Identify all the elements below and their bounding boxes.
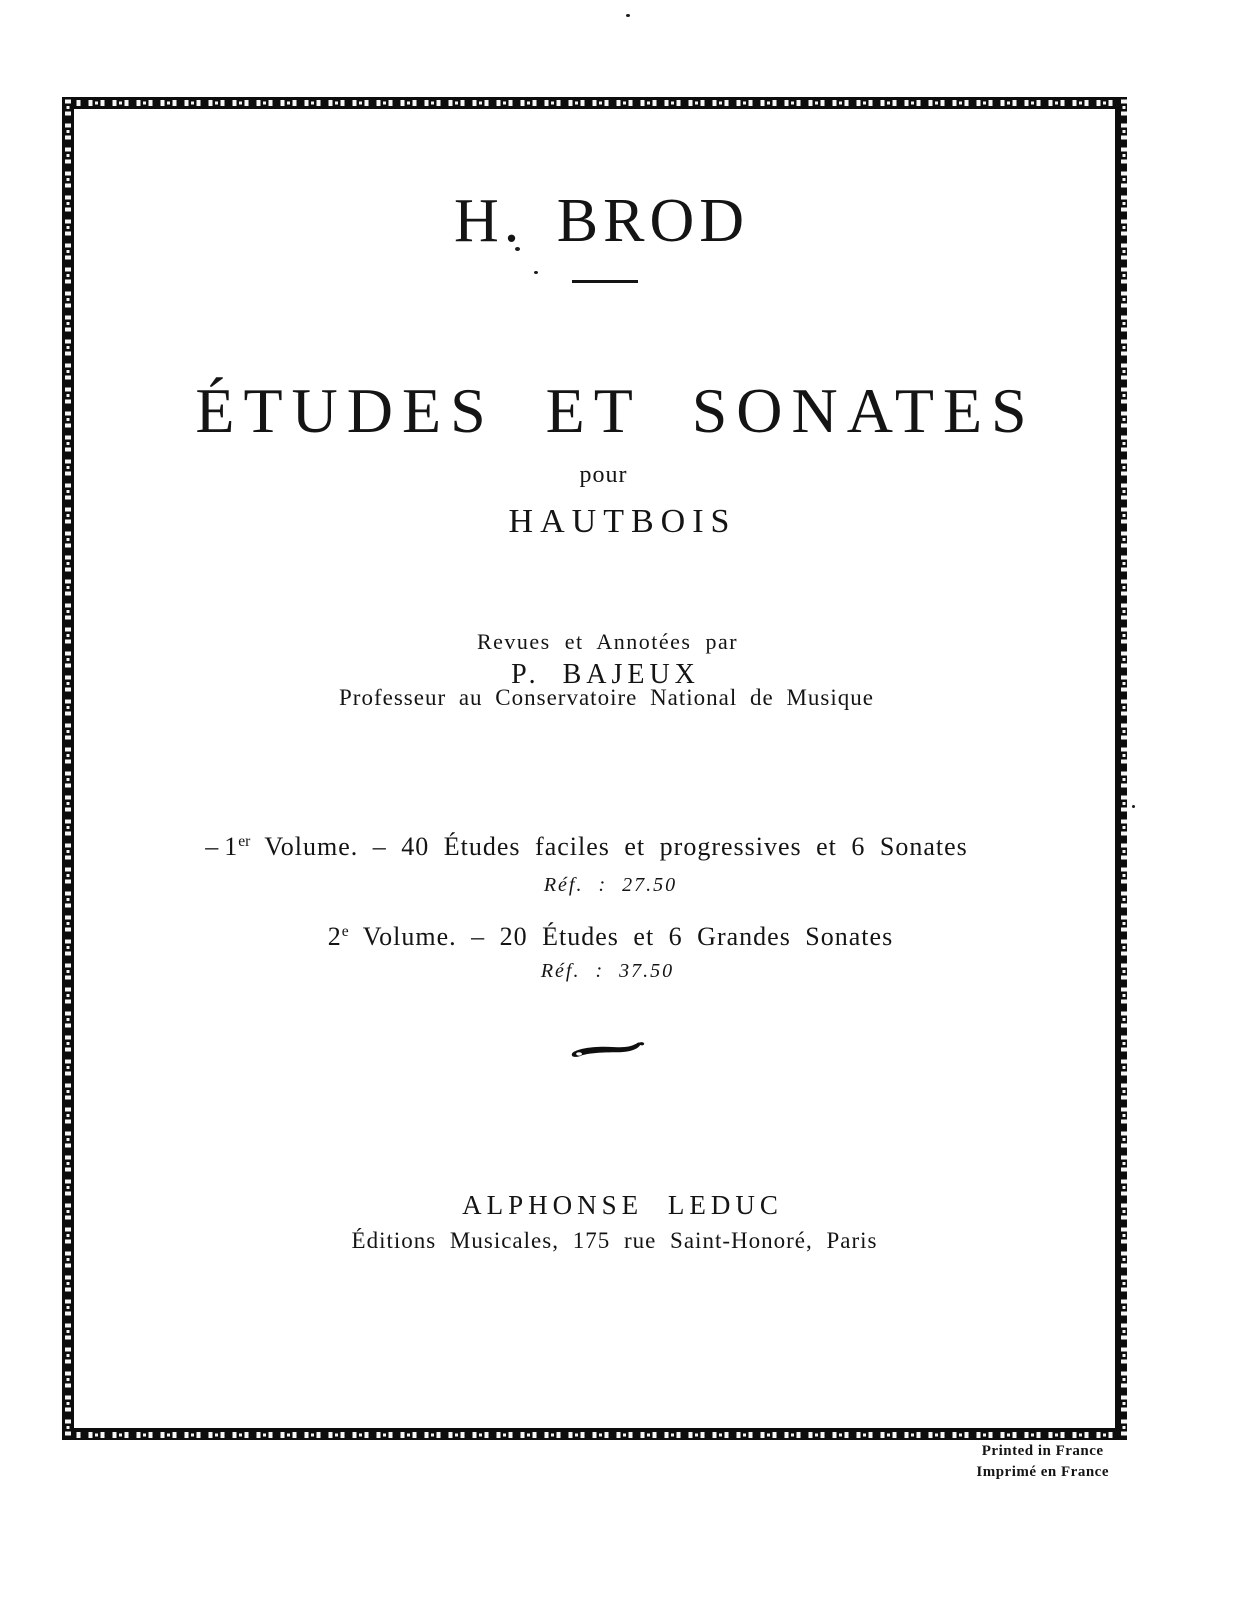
scan-speck: [534, 271, 538, 274]
imprint-notice: [976, 1441, 1109, 1483]
work-title: ÉTUDES ET SONATES: [195, 375, 1036, 446]
volume-1-description: Volume. – 40 Études faciles et progressives et 6 Sonates: [264, 832, 968, 861]
editor-name: P. BAJEUX: [511, 659, 700, 690]
composer-name: H. BROD: [453, 187, 750, 255]
volume-2-ref-value: : 37.50: [595, 960, 675, 982]
publisher-name: ALPHONSE LEDUC: [462, 1190, 783, 1220]
publisher-address: Éditions Musicales, 175 rue Saint-Honoré, Paris: [351, 1228, 878, 1253]
swash-ornament-icon: [568, 1036, 646, 1066]
volume-1-ref: [0, 874, 1231, 897]
volume-2-number: 2: [327, 922, 342, 951]
work-preposition: pour: [579, 462, 628, 488]
editor-role: Professeur au Conservatoire National de Musique: [339, 685, 874, 710]
volume-2-ref-label: Réf.: [540, 960, 581, 982]
scan-speck: [626, 14, 630, 17]
imprint-printed-in-france: Printed in France: [981, 1443, 1104, 1459]
volume-1-line: [0, 832, 1207, 862]
scan-speck: [1132, 805, 1135, 808]
volume-1-ref-label: Réf.: [543, 874, 584, 896]
volume-1-lead-dash: –: [205, 832, 220, 861]
instrument-name: HAUTBOIS: [508, 503, 737, 540]
volume-2-ref: [0, 960, 1228, 983]
volume-2-description: Volume. – 20 Études et 6 Grandes Sonates: [362, 922, 894, 951]
volume-1-number: 1: [224, 832, 239, 861]
editor-intro: Revues et Annotées par: [476, 629, 739, 654]
volume-1-ref-value: : 27.50: [598, 874, 678, 896]
imprint-imprime-en-france: Imprimé en France: [976, 1464, 1109, 1480]
volume-2-line: [0, 922, 1231, 952]
title-divider-rule: [572, 280, 638, 283]
volume-2-ordinal: e: [341, 923, 349, 940]
volume-1-ordinal: er: [238, 833, 251, 850]
